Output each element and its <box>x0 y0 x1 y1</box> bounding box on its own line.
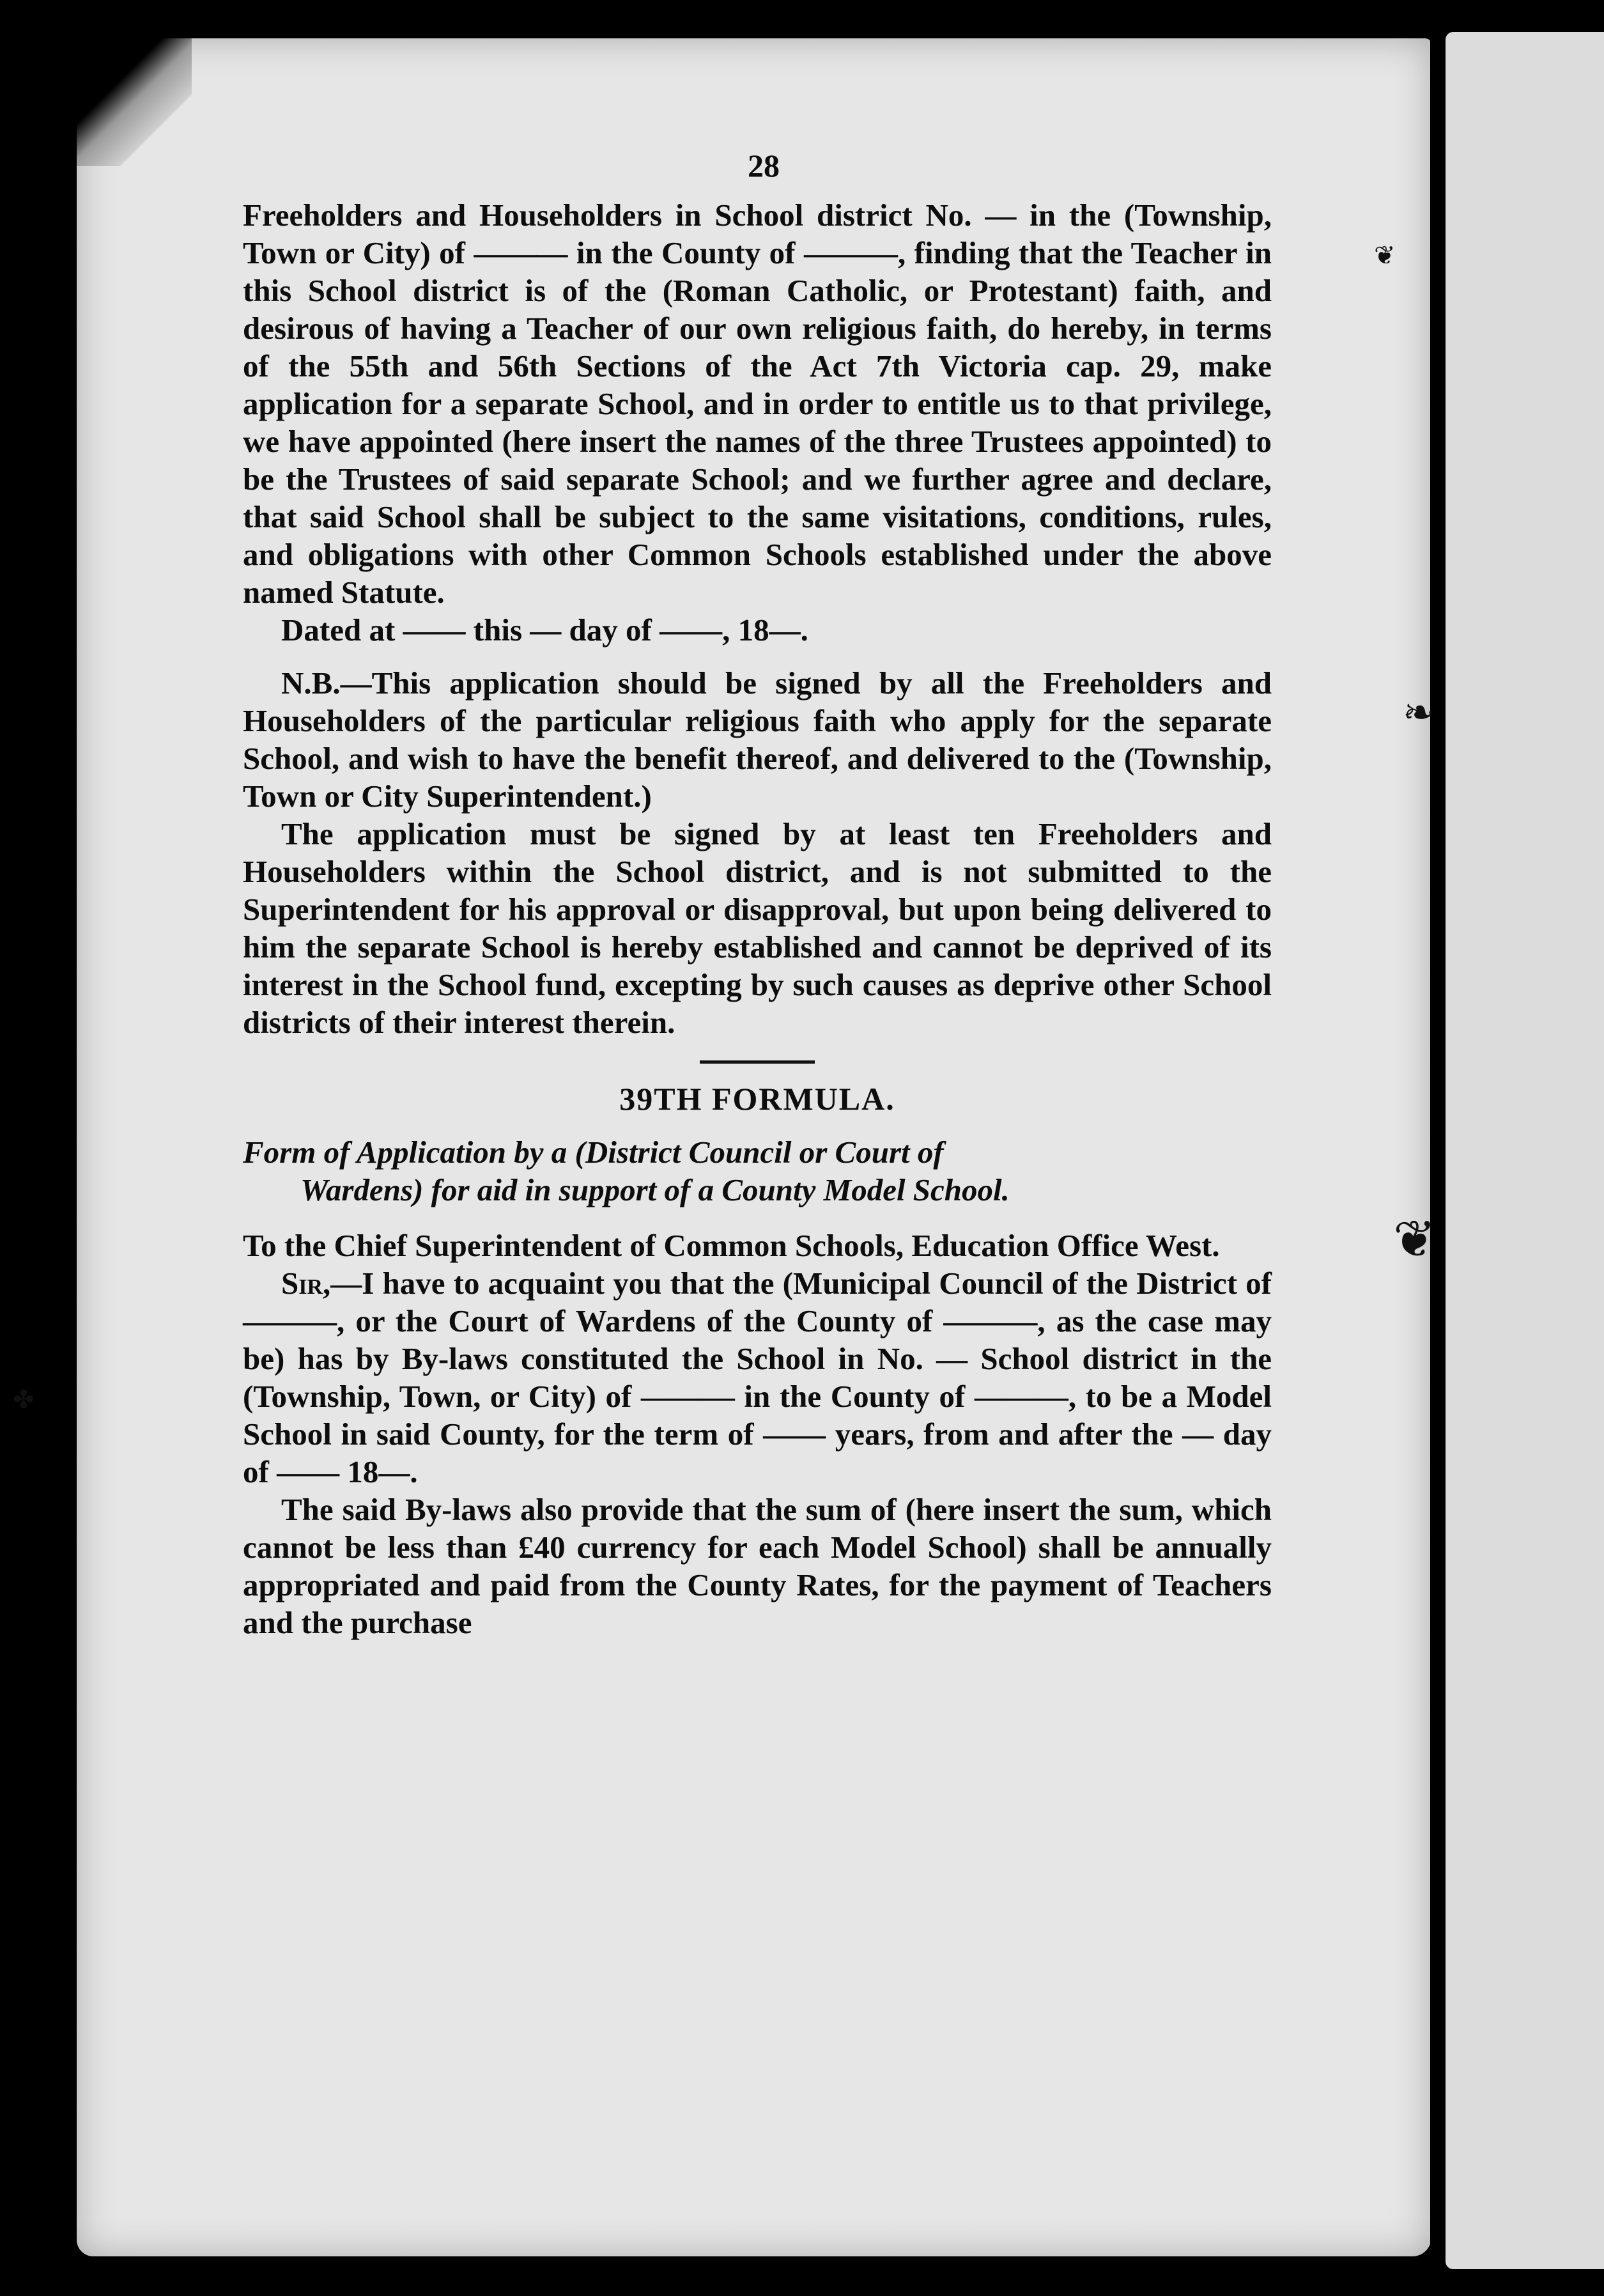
formula-heading: 39TH FORMULA. <box>619 1081 895 1117</box>
form-title <box>243 1133 1272 1209</box>
adjacent-page-edge <box>1446 32 1604 2269</box>
page-number: 28 <box>748 148 780 183</box>
section-rule <box>700 1060 815 1064</box>
bylaws-paragraph: The said By-laws also provide that the sum of (here insert the sum, which cannot be less than £40 currency for each Model School) shall be annually appropriated and paid from the County Rates, for the payment of Teachers and the purchase <box>243 1492 1272 1640</box>
page-text <box>243 147 1272 1641</box>
form-title-line: Form of Application by a (District Council or Court of <box>243 1135 944 1170</box>
ornament-icon: ❧ <box>1403 692 1435 734</box>
ornament-icon: ❦ <box>1393 1212 1437 1268</box>
ornament-icon: ❦ <box>1374 241 1396 270</box>
folded-corner <box>77 38 192 166</box>
application-body: Freeholders and Householders in School district No. — in the (Township, Town or City) of ——— in the County of ———, finding that the Teacher in this School district is of the (Roman Catholic, or Protestant) faith, and desirous of having a Teacher of our own religious faith, do hereby, in terms of the 55th and 56th Sections of the Act 7th Victoria cap. 29, make application for a separate School, and in order to entitle us to that privilege, we have appointed (here insert the names of the three Trustees appointed) to be the Trustees of said separate School; and we further agree and declare, that said School shall be subject to the same visitations, conditions, rules, and obligations with other Common Schools established under the above named Statute. <box>243 198 1272 610</box>
address-line: To the Chief Superintendent of Common Schools, Education Office West. <box>243 1228 1220 1263</box>
letter-body <box>243 1264 1272 1491</box>
signing-rule: The application must be signed by at least ten Freeholders and Householders within the School district, and is not submitted to the Superintendent for his approval or disapproval, but upon being delivered to him the separate School is hereby established and cannot be deprived of its interest in the School fund, excepting by such causes as deprive other School districts of their interest therein. <box>243 816 1272 1040</box>
letter-text: —I have to acquaint you that the (Municipal Council of the District of ———, or the Court of Wardens of the County of ———, as the case may be) has by By-laws constituted the School in No. — School district in the (Township, Town, or City) of ——— in the County of ———, to be a Model School in said County, for the term of —— years, from and after the — day of —— 18—. <box>243 1266 1272 1489</box>
nb-note: N.B.—This application should be signed by all the Freeholders and Householders of the particular religious faith who apply for the separate School, and wish to have the benefit thereof, and delivered to the (Township, Town or City Superintendent.) <box>243 665 1272 814</box>
dated-line: Dated at —— this — day of ——, 18—. <box>281 612 808 648</box>
salutation: Sir, <box>281 1266 331 1301</box>
page-gutter <box>1430 38 1442 2256</box>
form-title-line: Wardens) for aid in support of a County Model School. <box>300 1172 1010 1207</box>
ornament-icon: ✤ <box>13 1385 35 1414</box>
